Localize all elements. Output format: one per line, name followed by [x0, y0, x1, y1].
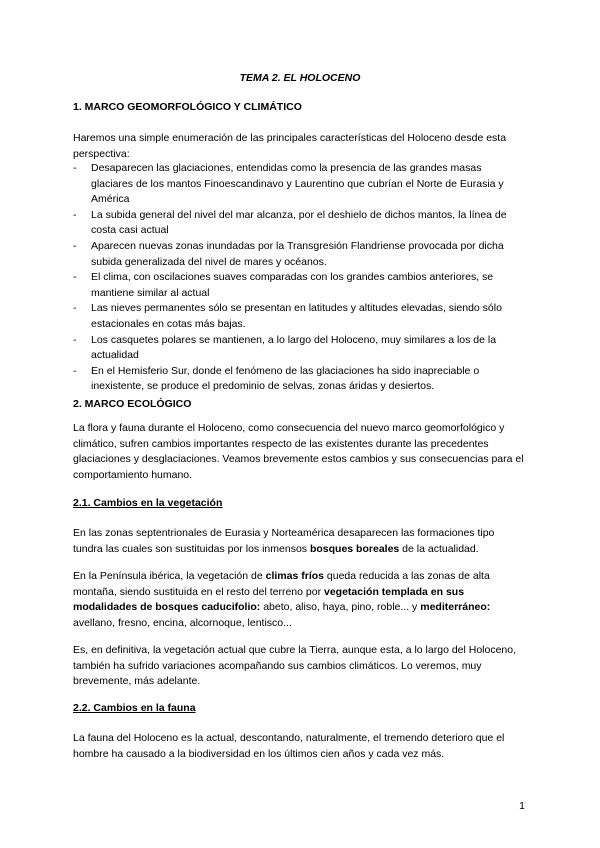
list-item: - La subida general del nivel del mar alcanza, por el deshielo de dichos mantos, la línea de costa casi actual: [73, 208, 525, 239]
list-item: - En el Hemisferio Sur, donde el fenómeno de las glaciaciones ha sido inapreciable o inexistente, se produce el predominio de selvas, zonas áridas y desiertos.: [73, 364, 525, 395]
section-2-1-heading: 2.1. Cambios en la vegetación: [73, 497, 223, 509]
list-item: - Las nieves permanentes sólo se presentan en latitudes y altitudes elevadas, siendo sólo estacionales en cotas más bajas.: [73, 301, 525, 332]
section-1-bullet-list: [73, 161, 525, 395]
section-2-intro: La flora y fauna durante el Holoceno, como consecuencia del nuevo marco geomorfológico y climático, sufren cambios importantes respecto de las existentes durante las precedentes glaciaciones y desglaciaciones. Veamos brevemente estos cambios y sus consecuencias para el comportamiento humano.: [73, 422, 524, 481]
page-number: 1: [519, 800, 525, 812]
vegetation-paragraph-2: En la Península ibérica, la vegetación de climas fríos queda reducida a las zonas de alta montaña, siendo sustituida en el resto del terreno por vegetación templada en sus modalidades de bosques caducifolio: abeto, aliso, haya, pino, roble... y mediterráneo: avellano, fresno, encina, alcornoque, lentisco...: [73, 570, 491, 629]
fauna-paragraph: La fauna del Holoceno es la actual, descontando, naturalmente, el tremendo deterioro que el hombre ha causado a la biodiversidad en los últimos cien años y cada vez más.: [73, 732, 505, 760]
list-item: - El clima, con oscilaciones suaves comparadas con los grandes cambios anteriores, se mantiene similar al actual: [73, 270, 525, 301]
section-2-heading: 2. MARCO ECOLÓGICO: [73, 398, 192, 410]
section-1-intro: Haremos una simple enumeración de las principales características del Holoceno desde esta perspectiva:: [73, 132, 507, 160]
section-1-heading: 1. MARCO GEOMORFOLÓGICO Y CLIMÁTICO: [73, 101, 302, 113]
vegetation-paragraph-1: En las zonas septentrionales de Eurasia y Norteamérica desaparecen las formaciones tipo tundra las cuales son sustituidas por los inmensos bosques boreales de la actualidad.: [73, 527, 495, 555]
vegetation-paragraph-3: Es, en definitiva, la vegetación actual que cubre la Tierra, aunque esta, a lo largo del Holoceno, también ha sufrido variaciones acompañando sus cambios climáticos. Lo veremos, muy brevemente, más adelante.: [73, 644, 517, 687]
document-title: TEMA 2. EL HOLOCENO: [239, 72, 361, 84]
list-item: - Aparecen nuevas zonas inundadas por la Transgresión Flandriense provocada por dicha subida generalizada del nivel de mares y océanos.: [73, 239, 525, 270]
list-item: - Desaparecen las glaciaciones, entendidas como la presencia de las grandes masas glaciares de los mantos Finoescandinavo y Laurentino que cubrían el Norte de Eurasia y América: [73, 161, 525, 208]
list-item: - Los casquetes polares se mantienen, a lo largo del Holoceno, muy similares a los de la actualidad: [73, 333, 525, 364]
section-2-2-heading: 2.2. Cambios en la fauna: [73, 702, 196, 714]
